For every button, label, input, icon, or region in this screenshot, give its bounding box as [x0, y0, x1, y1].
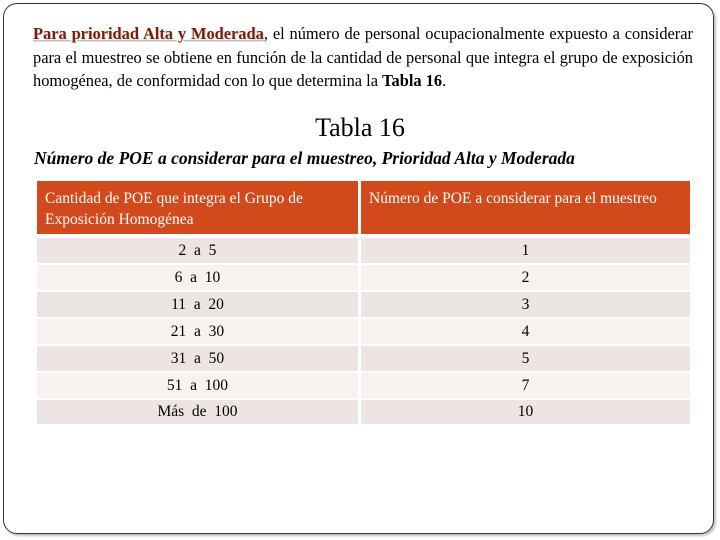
cell-count: 1 — [361, 237, 690, 264]
poe-table — [37, 181, 690, 425]
table-title: Tabla 16 — [315, 113, 405, 142]
cell-count: 3 — [361, 291, 690, 318]
table-row — [37, 372, 690, 399]
cell-range: 21 a 30 — [37, 318, 361, 345]
table-header-row — [37, 181, 690, 237]
table-row — [37, 345, 690, 372]
header-cantidad-poe: Cantidad de POE que integra el Grupo de Exposición Homogénea — [37, 181, 361, 237]
table-row — [37, 399, 690, 425]
cell-count: 10 — [361, 399, 690, 425]
table-row — [37, 264, 690, 291]
cell-count: 2 — [361, 264, 690, 291]
cell-count: 7 — [361, 372, 690, 399]
table-row — [37, 291, 690, 318]
cell-count: 4 — [361, 318, 690, 345]
cell-range: 2 a 5 — [37, 237, 361, 264]
cell-range: 6 a 10 — [37, 264, 361, 291]
cell-range: Más de 100 — [37, 399, 361, 425]
cell-range: 31 a 50 — [37, 345, 361, 372]
table-subtitle: Número de POE a considerar para el muestreo, Prioridad Alta y Moderada — [34, 148, 575, 168]
table-row — [37, 318, 690, 345]
intro-end: . — [442, 71, 447, 90]
intro-paragraph — [33, 22, 693, 93]
intro-table-reference: Tabla 16 — [382, 71, 443, 90]
cell-count: 5 — [361, 345, 690, 372]
table-row — [37, 237, 690, 264]
intro-text: , el número de personal ocupacionalmente expuesto a considerar para el muestreo se obtiene en función de la cantidad de personal que integra el grupo de exposición homogénea, de conformidad con lo que determina la — [33, 24, 693, 90]
cell-range: 51 a 100 — [37, 372, 361, 399]
intro-highlight: Para prioridad Alta y Moderada — [33, 24, 264, 43]
header-numero-poe: Número de POE a considerar para el muestreo — [361, 181, 690, 237]
cell-range: 11 a 20 — [37, 291, 361, 318]
